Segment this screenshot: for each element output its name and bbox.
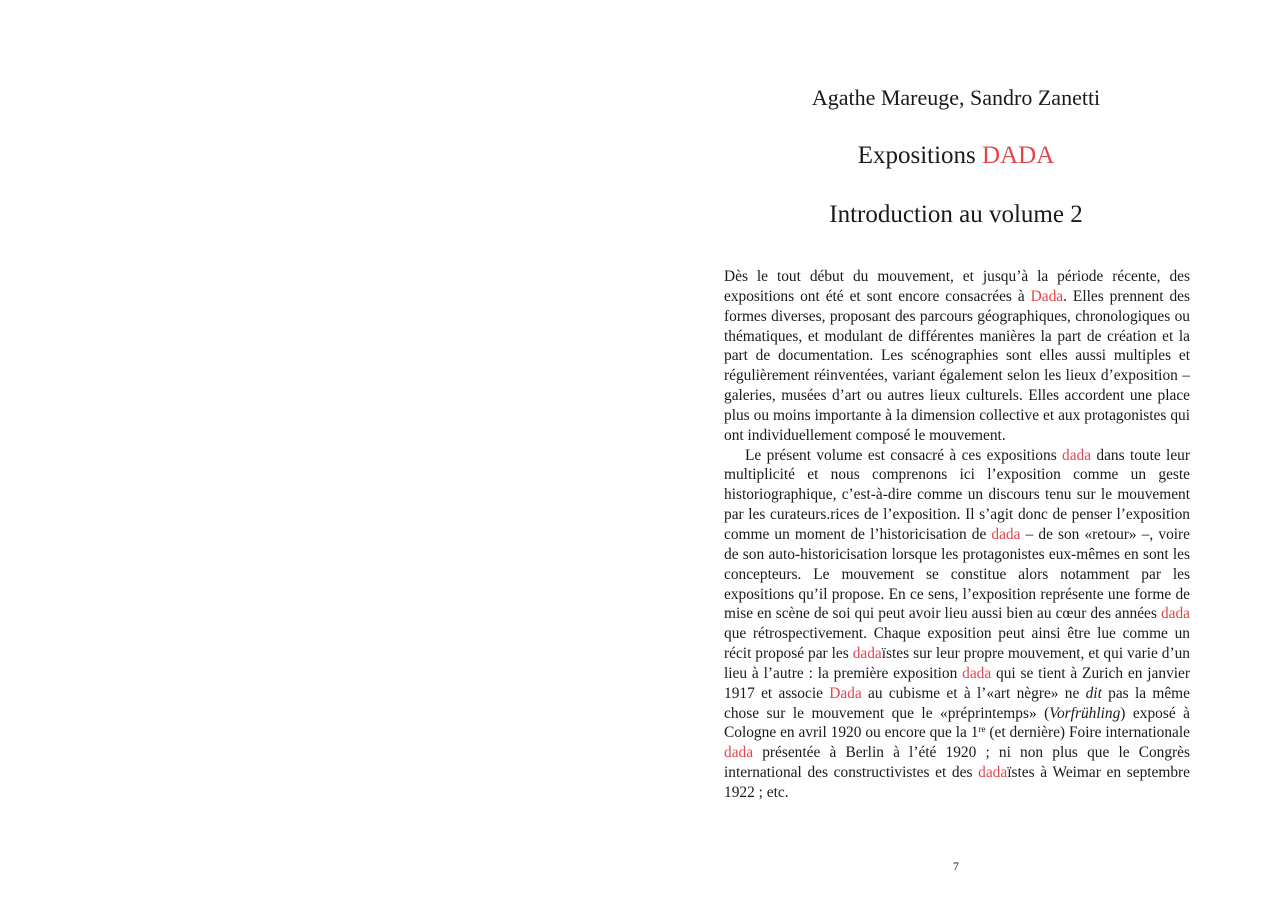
dada-highlight: Dada: [1030, 287, 1064, 305]
text-run: (et dernière) Foire internationale: [985, 724, 1190, 742]
authors-line: Agathe Mareuge, Sandro Zanetti: [811, 85, 1101, 110]
superscript: re: [978, 724, 986, 735]
text-run: . Elles prennent des formes diverses, proposant des parcours géographiques, chronologiques ou thématiques, et modulant de différentes manières la part de création et la part de documentation. Les scénographies sont elles aussi multiples et régulièrement réinventées, variant également selon les lieux d’exposition – galeries, musées d’art ou autres lieux culturels. Elles accordent une place plus ou moins importante à la dimension collective et aux protagonistes qui ont individuellement composé le mouvement.: [724, 287, 1190, 444]
text-run: ïstes à Weimar en septembre 1922 ; etc.: [724, 764, 1191, 801]
page-title: [637, 141, 1275, 171]
left-blank-page: [0, 0, 637, 904]
body-text: [724, 267, 1190, 803]
dada-highlight: dada: [1160, 605, 1190, 623]
dada-highlight: dada: [962, 664, 992, 682]
right-page: [637, 0, 1275, 904]
dada-highlight: dada: [978, 764, 1008, 782]
italic-word: Vorfrühling: [1049, 704, 1121, 722]
text-run: présentée à Berlin à l’été 1920 ; ni non plus que le Congrès international des constructivistes et des: [724, 744, 1190, 782]
text-run: Le présent volume est consacré à ces expositions: [745, 446, 1063, 464]
text-run: Dès le tout début du mouvement, et jusqu’à la période récente, des expositions ont été et sont encore consacrées à: [724, 268, 1190, 305]
paragraph-2: [724, 446, 1190, 803]
title-highlight: DADA: [982, 142, 1055, 169]
text-run: pas la même chose sur le mouvement que le «préprintemps» (: [724, 684, 1190, 722]
dada-highlight: dada: [1062, 446, 1092, 464]
text-run: – de son «retour» –, voire de son auto-historicisation lorsque les protagonistes eux-mêmes en sont les concepteurs. Le mouvement se constitue alors notamment par les expositions qu’il propose. En ce sens, l’exposition représente une forme de mise en scène de soi qui peut avoir lieu aussi bien au cœur des années: [724, 525, 1190, 623]
dada-highlight: dada: [852, 645, 882, 663]
dada-highlight: dada: [724, 744, 754, 762]
page-subtitle: Introduction au volume 2: [829, 201, 1083, 228]
italic-word: dit: [1085, 684, 1102, 702]
text-run: au cubisme et à l’«art nègre» ne: [861, 684, 1086, 702]
dada-highlight: dada: [991, 525, 1021, 543]
text-run: dans toute leur multiplicité et nous comprenons ici l’exposition comme un geste historiographique, c’est-à-dire comme un discours tenu sur le mouvement par les curateurs.rices de l’exposition. Il s’agit donc de penser l’exposition comme un moment de l’historicisation de: [724, 446, 1190, 543]
paragraph-1: [724, 267, 1190, 446]
text-run: que rétrospectivement. Chaque exposition peut ainsi être lue comme un récit proposé par les: [724, 625, 1190, 663]
title-prefix: Expositions: [857, 142, 983, 169]
text-run: ) exposé à Cologne en avril 1920 ou encore que la 1: [724, 704, 1191, 742]
dada-highlight: Dada: [829, 684, 862, 702]
text-run: ïstes sur leur propre mouvement, et qui varie d’un lieu à l’autre : la première exposition: [724, 645, 1190, 682]
page-number: 7: [953, 859, 959, 873]
text-run: qui se tient à Zurich en janvier 1917 et associe: [724, 664, 1190, 702]
